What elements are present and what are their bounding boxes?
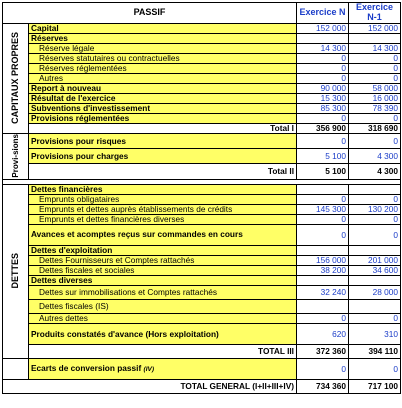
value-n1 — [349, 245, 401, 255]
header-row — [3, 3, 401, 24]
value-n: 0 — [297, 53, 349, 63]
row-label-avances: Avances et acomptes reçus sur commandes en cours — [29, 224, 297, 245]
value-n: 32 240 — [297, 285, 349, 299]
table-row — [3, 184, 401, 194]
value-n1: 0 — [349, 73, 401, 83]
header-title: PASSIF — [3, 3, 297, 24]
section-provisions — [3, 133, 29, 179]
value-n — [297, 299, 349, 313]
value-n1: 310 — [349, 323, 401, 344]
row-label-capital: Capital — [29, 23, 297, 33]
row-label-prov-charges: Provisions pour charges — [29, 149, 297, 164]
value-n1 — [349, 299, 401, 313]
table-row — [3, 323, 401, 344]
value-n: 0 — [297, 113, 349, 123]
row-label-dettes-diverses: Dettes diverses — [29, 275, 297, 285]
value-n1: 14 300 — [349, 43, 401, 53]
value-n1: 34 600 — [349, 265, 401, 275]
value-n1: 16 000 — [349, 93, 401, 103]
table-row — [3, 204, 401, 214]
value-n1: 0 — [349, 113, 401, 123]
row-label-fiscales-sociales: Dettes fiscales et sociales — [29, 265, 297, 275]
total-1-n: 356 900 — [297, 123, 349, 133]
value-n1 — [349, 33, 401, 43]
section-dettes — [3, 184, 29, 358]
passif-table — [2, 2, 401, 394]
row-label-dettes-exploitation: Dettes d'exploitation — [29, 245, 297, 255]
table-row — [3, 133, 401, 148]
table-row — [3, 53, 401, 63]
passif-sheet — [2, 2, 400, 404]
row-label-ecarts — [29, 358, 297, 379]
value-n1: 4 300 — [349, 149, 401, 164]
table-row — [3, 149, 401, 164]
value-n1: 0 — [349, 53, 401, 63]
value-n1: 78 390 — [349, 103, 401, 113]
row-label-autres-dettes: Autres dettes — [29, 313, 297, 323]
table-row — [3, 103, 401, 113]
value-n: 0 — [297, 194, 349, 204]
section-label: Provi-sions — [10, 133, 20, 178]
row-label-immobilisations: Dettes sur immobilisations et Comptes rattachés — [29, 285, 297, 299]
total-2-label: Total II — [29, 164, 297, 179]
row-label-subventions: Subventions d'investissement — [29, 103, 297, 113]
row-label-dettes-fiscales-is: Dettes fiscales (IS) — [29, 299, 297, 313]
row-label-reserves-reglementees: Réserves réglementées — [29, 63, 297, 73]
table-row — [3, 313, 401, 323]
value-n1: 152 000 — [349, 23, 401, 33]
value-n1: 0 — [349, 194, 401, 204]
value-n — [297, 184, 349, 194]
side-blank — [3, 358, 29, 379]
value-n: 0 — [297, 133, 349, 148]
value-n: 0 — [297, 313, 349, 323]
row-label-emprunts-obligataires: Emprunts obligataires — [29, 194, 297, 204]
value-n: 0 — [297, 224, 349, 245]
value-n1: 0 — [349, 63, 401, 73]
value-n1: 0 — [349, 313, 401, 323]
value-n1: 58 000 — [349, 83, 401, 93]
value-n: 145 300 — [297, 204, 349, 214]
row-label-reserves-statutaires: Réserves statutaires ou contractuelles — [29, 53, 297, 63]
table-row — [3, 265, 401, 275]
value-n1: 0 — [349, 358, 401, 379]
ecarts-suffix: (IV) — [143, 365, 155, 373]
grand-total-row — [3, 379, 401, 393]
total-3-n: 372 360 — [297, 344, 349, 358]
value-n: 156 000 — [297, 255, 349, 265]
total-2-n: 5 100 — [297, 164, 349, 179]
total-row — [3, 164, 401, 179]
section-label: CAPITAUX PROPRES — [10, 31, 20, 124]
table-row — [3, 224, 401, 245]
header-col-n: Exercice N — [297, 3, 349, 24]
row-label-fournisseurs: Dettes Fournisseurs et Comptes rattachés — [29, 255, 297, 265]
value-n1 — [349, 184, 401, 194]
row-label-provisions-reglementees: Provisions réglementées — [29, 113, 297, 123]
table-row — [3, 285, 401, 299]
value-n: 152 000 — [297, 23, 349, 33]
value-n: 38 200 — [297, 265, 349, 275]
total-row — [3, 123, 401, 133]
grand-total-n: 734 360 — [297, 379, 349, 393]
table-row — [3, 93, 401, 103]
value-n — [297, 33, 349, 43]
value-n: 85 300 — [297, 103, 349, 113]
value-n1 — [349, 275, 401, 285]
table-row — [3, 113, 401, 123]
section-capitaux-propres — [3, 23, 29, 133]
total-row — [3, 344, 401, 358]
table-row — [3, 194, 401, 204]
value-n1: 0 — [349, 224, 401, 245]
value-n1: 28 000 — [349, 285, 401, 299]
section-label: DETTES — [10, 252, 20, 289]
row-label-autres: Autres — [29, 73, 297, 83]
total-3-n1: 394 110 — [349, 344, 401, 358]
value-n1: 0 — [349, 214, 401, 224]
value-n: 620 — [297, 323, 349, 344]
value-n: 0 — [297, 73, 349, 83]
table-row — [3, 214, 401, 224]
value-n1: 0 — [349, 133, 401, 148]
table-row — [3, 358, 401, 379]
total-1-label: Total I — [29, 123, 297, 133]
table-row — [3, 43, 401, 53]
row-label-emprunts-divers: Emprunts et dettes financières diverses — [29, 214, 297, 224]
value-n: 0 — [297, 214, 349, 224]
value-n — [297, 245, 349, 255]
total-1-n1: 318 690 — [349, 123, 401, 133]
value-n: 5 100 — [297, 149, 349, 164]
row-label-reserve-legale: Réserve légale — [29, 43, 297, 53]
ecarts-label: Ecarts de conversion passif — [31, 362, 142, 373]
value-n — [297, 275, 349, 285]
table-row — [3, 299, 401, 313]
table-row — [3, 245, 401, 255]
row-label-emprunts-etablissements: Emprunts et dettes auprès établissements de crédits — [29, 204, 297, 214]
row-label-prov-risques: Provisions pour risques — [29, 133, 297, 148]
value-n: 14 300 — [297, 43, 349, 53]
value-n1: 130 200 — [349, 204, 401, 214]
table-row — [3, 255, 401, 265]
row-label-report-nouveau: Report à nouveau — [29, 83, 297, 93]
value-n: 15 300 — [297, 93, 349, 103]
grand-total-label: TOTAL GENERAL (I+II+III+IV) — [3, 379, 297, 393]
table-row — [3, 63, 401, 73]
row-label-resultat: Résultat de l'exercice — [29, 93, 297, 103]
table-row — [3, 73, 401, 83]
total-2-n1: 4 300 — [349, 164, 401, 179]
value-n: 0 — [297, 358, 349, 379]
value-n: 90 000 — [297, 83, 349, 93]
header-col-n1: Exercice N-1 — [349, 3, 401, 24]
row-label-dettes-financieres: Dettes financières — [29, 184, 297, 194]
value-n: 0 — [297, 63, 349, 73]
total-3-label: TOTAL III — [29, 344, 297, 358]
grand-total-n1: 717 100 — [349, 379, 401, 393]
value-n1: 201 000 — [349, 255, 401, 265]
row-label-reserves: Réserves — [29, 33, 297, 43]
table-row — [3, 275, 401, 285]
row-label-produits-constates: Produits constatés d'avance (Hors exploitation) — [29, 323, 297, 344]
table-row — [3, 83, 401, 93]
table-row — [3, 33, 401, 43]
table-row — [3, 23, 401, 33]
